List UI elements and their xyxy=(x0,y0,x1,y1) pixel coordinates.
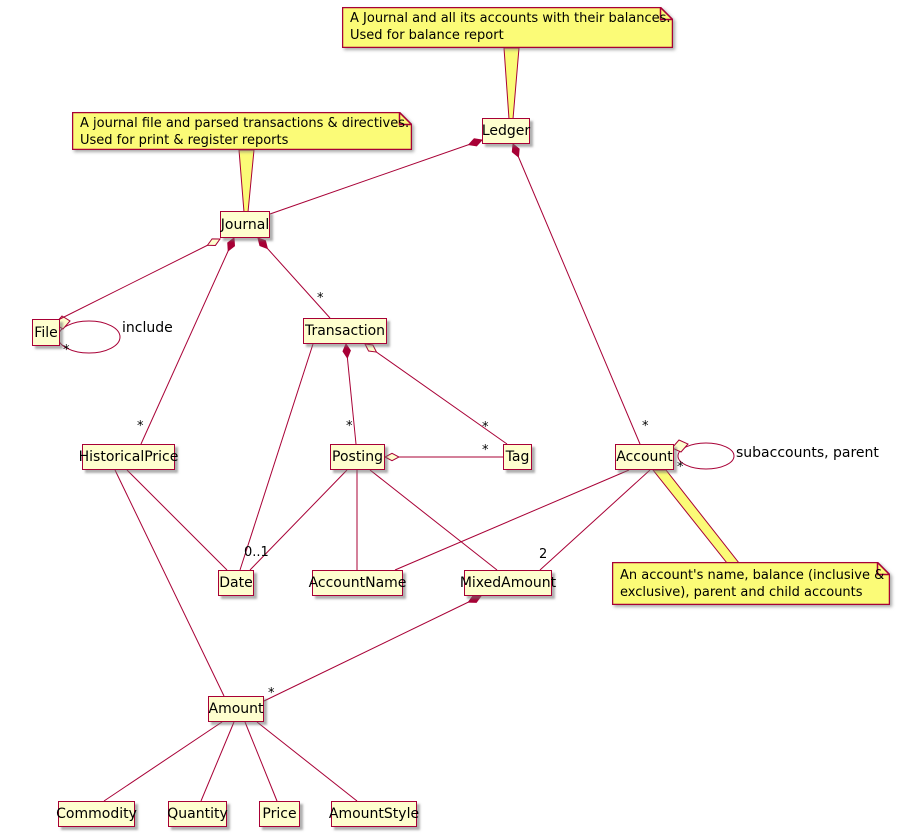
note-journal-line-1: A journal file and parsed transactions & directives. xyxy=(80,116,410,131)
note-journal xyxy=(72,112,412,150)
multiplicity-label-mixedamount-amount: * xyxy=(268,686,275,701)
multiplicity-label-posting-tag: * xyxy=(482,443,489,458)
class-label: Date xyxy=(219,575,253,591)
class-label: Tag xyxy=(505,449,530,465)
edge-label-subaccounts-parent: subaccounts, parent xyxy=(736,445,879,461)
class-label: Commodity xyxy=(56,806,137,822)
aggregation-diamond-account-self xyxy=(672,440,688,452)
multiplicity-label-account-self: * xyxy=(677,460,684,475)
class-label: Transaction xyxy=(304,323,386,339)
note-account xyxy=(612,562,890,605)
class-label: File xyxy=(34,324,58,341)
class-box-historicalprice xyxy=(78,444,179,470)
class-label: MixedAmount xyxy=(459,575,557,591)
class-box-accountname xyxy=(308,570,407,596)
edge-transaction-date xyxy=(240,344,313,570)
edge-journal-transaction xyxy=(258,238,330,318)
class-label: Journal xyxy=(220,216,270,233)
edge-account-self-loop xyxy=(678,443,734,469)
edge-mixedamount-amount xyxy=(264,596,481,701)
multiplicity-label-account-mixedamount: 2 xyxy=(539,547,548,562)
class-box-mixedamount xyxy=(459,570,557,596)
edge-ledger-journal xyxy=(270,140,482,214)
multiplicity-label-transaction-tag: * xyxy=(482,420,489,435)
edge-amount-commodity xyxy=(104,722,222,801)
note-account-line-2: exclusive), parent and child accounts xyxy=(620,585,863,600)
class-box-posting xyxy=(330,444,385,470)
class-label: Posting xyxy=(332,449,383,465)
edge-amount-quantity xyxy=(201,722,234,801)
class-box-ledger xyxy=(482,118,530,144)
multiplicity-label-ledger-account: * xyxy=(642,419,649,434)
class-label: AccountName xyxy=(308,575,407,591)
note-journal-line-2: Used for print & register reports xyxy=(80,133,289,148)
class-box-price xyxy=(259,801,300,827)
multiplicity-label-file-include: * xyxy=(63,343,70,358)
note-ledger-line-2: Used for balance report xyxy=(350,28,504,43)
note-connector-account xyxy=(653,470,739,563)
class-box-file xyxy=(32,319,60,346)
class-label: Account xyxy=(616,449,673,465)
edge-journal-file xyxy=(58,239,220,320)
edge-account-accountname xyxy=(395,470,629,570)
edge-ledger-account xyxy=(513,144,640,444)
multiplicity-label-journal-transaction: * xyxy=(317,291,324,306)
class-label: Ledger xyxy=(481,123,531,139)
edge-posting-mixedamount xyxy=(370,470,497,570)
multiplicity-label-posting-date: 0..1 xyxy=(244,545,269,560)
class-label: Quantity xyxy=(167,806,228,822)
edge-label-include: include xyxy=(122,320,173,336)
class-box-amount xyxy=(208,696,264,722)
edge-journal-historicalprice xyxy=(141,238,234,444)
edge-historicalprice-date xyxy=(127,470,227,570)
class-box-tag xyxy=(503,444,532,470)
note-ledger xyxy=(342,7,673,48)
class-box-date xyxy=(218,570,254,596)
note-connector-ledger xyxy=(504,48,519,119)
class-box-journal xyxy=(220,211,270,238)
class-box-account xyxy=(615,444,674,470)
class-label: Price xyxy=(262,806,297,822)
note-connector-journal xyxy=(239,150,254,212)
note-ledger-line-1: A Journal and all its accounts with their balances. xyxy=(350,11,671,26)
note-account-line-1: An account's name, balance (inclusive & xyxy=(620,568,885,583)
edge-historicalprice-amount xyxy=(115,470,224,696)
class-box-transaction xyxy=(303,318,387,344)
class-label: AmountStyle xyxy=(328,806,420,822)
class-box-quantity xyxy=(168,801,227,827)
class-box-amountstyle xyxy=(328,801,420,827)
class-box-commodity xyxy=(58,801,135,827)
class-label: HistoricalPrice xyxy=(78,449,179,465)
class-label: Amount xyxy=(208,701,264,717)
multiplicity-label-journal-historicalprice: * xyxy=(137,419,144,434)
multiplicity-label-transaction-posting: * xyxy=(346,419,353,434)
